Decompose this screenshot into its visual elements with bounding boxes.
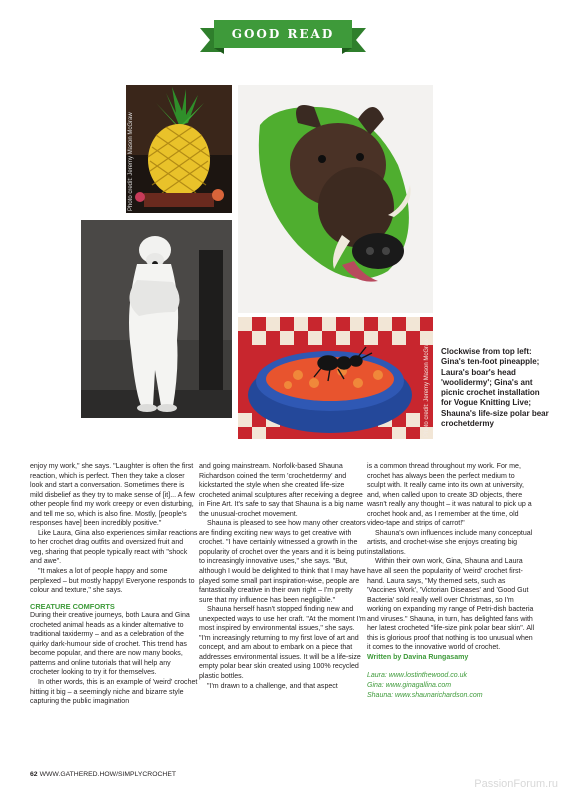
paragraph: During their creative journeys, both Laura and Gina crocheted animal heads as a kinder alternative to traditional taxidermy – and as a celebration of the quirky dark-humour side of crochet. This trend has become popular, and there are now many books, patterns and online tutorials that will help any crocheter looking to try it for themselves. (30, 612, 190, 677)
link-shauna[interactable]: Shauna: www.shaunarichardson.com (367, 692, 483, 700)
page-footer (30, 771, 176, 778)
ant-picnic-photo-credit: Photo credit: Jeremy Mason McGraw (424, 338, 430, 437)
paragraph: enjoy my work," she says. "Laughter is often the first reaction, which is perfect. Then they take a closer look and start a conversation. Sometimes there is mild disbelief as they try to make sense of [it]... A few other people find my work creepy or even disturbing, and tell me so, which is also fine. Mostly, [people's responses have] been incredibly positive." (30, 463, 195, 528)
article-byline: Written by Davina Rungasamy (367, 653, 469, 661)
paragraph: Within their own work, Gina, Shauna and Laura have all seen the popularity of 'weird' crochet first-hand. Laura says, "My themed sets, such as 'Vaccines Work', 'Victorian Diseases' and 'Good Gut Bacteria' sold really well over Christmas, so I'm working on expanding my range of Petri-dish bacteria and viruses." Shauna, in turn, has delighted fans with her latest crocheted "life-size pink polar bear skin". All this is glorious proof that nothing is too unusual when it comes to the innovative world of crochet. (367, 558, 535, 652)
website-links (367, 671, 535, 701)
paragraph: In other words, this is an example of 'weird' crochet hitting it big – a seemingly niche and bizarre style capturing the public imagination (30, 679, 198, 706)
paragraph: "It makes a lot of people happy and some perplexed – but mostly happy! Everyone responds to colour and texture," she says. (30, 568, 195, 595)
paragraph: Like Laura, Gina also experiences similar reactions to her crochet drag outfits and oversized fruit and veg, sharing that people typically react with "shock and awe". (30, 529, 198, 566)
page-number: 62 (30, 771, 38, 778)
footer-url[interactable]: WWW.GATHERED.HOW/SIMPLYCROCHET (39, 771, 177, 778)
paragraph: is a common thread throughout my work. For me, crochet has always been the perfect medium to sculpt with. It really came into its own at university, and, when called upon to create 3D objects, there wasn't really any thought – it was natural to pick up a crochet hook and, as I remember at the time, old video-tape and strips of carrot!" (367, 463, 532, 528)
banner-left-fold (214, 48, 224, 54)
banner-right-fold (342, 48, 352, 54)
photo-caption: Clockwise from top left: Gina's ten-foot pineapple; Laura's boar's head 'woolidermy'; Gina's ant picnic crochet installation for Vogue Knitting Live; Shauna's life-size polar bear crochetdermy (441, 347, 549, 429)
link-gina[interactable]: Gina: www.ginagallina.com (367, 682, 452, 690)
banner-label: GOOD READ (214, 20, 352, 48)
section-subhead: CREATURE COMFORTS (30, 601, 115, 611)
article-column-3 (367, 462, 535, 701)
polar-bear-illustration (81, 220, 232, 418)
pineapple-photo (126, 85, 232, 213)
watermark: PassionForum.ru (474, 778, 558, 790)
paragraph: Shauna is pleased to see how many other creators are finding exciting new ways to get creative with crochet. "I have certainly witnessed a growth in the popularity of crochet over the years and it is being put to increasingly innovative uses," she says. "But, although I would be delighted to think that I may have played some small part inspiration-wise, people are fantastically creative in their own right – I'm pretty sure that my influence has been negligible." (199, 520, 367, 604)
paragraph: and going mainstream. Norfolk-based Shauna Richardson coined the term 'crochetdermy' and kickstarted the style when she created life-size crocheted animal sculptures after receiving a degree in Fine Art. It's safe to say that Shauna is a big name the unusual-crochet movement. (199, 463, 364, 518)
article-column-2 (199, 462, 367, 691)
boar-head-photo (238, 85, 433, 313)
ant-picnic-photo (238, 317, 433, 439)
paragraph: "I'm drawn to a challenge, and that aspect (207, 682, 338, 690)
paragraph: Shauna herself hasn't stopped finding new and unexpected ways to use her craft. "At the moment I'm most inspired by environmental issues," she says. "I'm increasingly returning to my first love of art and concept, and am about to embark on a piece that addresses environmental issues. It will be a life-size empty polar bear skin created using 100% recycled plastic bottles. (199, 606, 366, 681)
polar-bear-photo (81, 220, 232, 418)
ant-picnic-illustration (238, 317, 433, 439)
pineapple-illustration (126, 85, 232, 213)
pineapple-photo-credit: Photo credit: Jeremy Mason McGraw (128, 112, 134, 211)
boar-head-illustration (238, 85, 433, 313)
paragraph: Shauna's own influences include many conceptual artists, and crochet-wise she enjoys creating big installations. (367, 529, 533, 556)
link-laura[interactable]: Laura: www.lostinthewood.co.uk (367, 672, 467, 680)
article-column-1 (30, 462, 198, 707)
good-read-banner (200, 16, 366, 60)
